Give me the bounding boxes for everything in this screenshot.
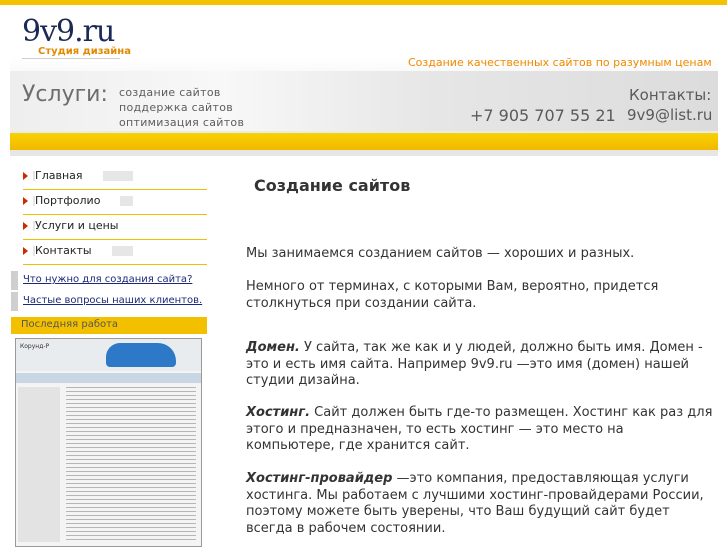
nav-item-label: Услуги и цены <box>35 219 139 232</box>
term-text: Сайт должен быть где-то размещен. Хостинг как раз для этого и предназначен, то есть хостинг — это место на компьютере, где хранится сайт. <box>246 405 713 453</box>
last-work-header <box>11 317 207 334</box>
nav-item-home[interactable] <box>23 165 207 190</box>
sidebar-link-faq[interactable] <box>11 292 207 311</box>
phone-number: +7 905 707 55 21 <box>470 106 616 125</box>
term-label: Домен. <box>246 340 300 355</box>
page-title: Создание сайтов <box>254 176 411 195</box>
domain-paragraph <box>246 340 716 390</box>
services-title: Услуги: <box>22 82 108 107</box>
provider-paragraph <box>246 471 716 537</box>
nav-item-label: Контакты <box>35 244 112 257</box>
term-text: У сайта, так же как и у людей, должно быть имя. Домен - это и есть имя сайта. Например 9v9.ru —это имя (домен) нашей студии дизайна. <box>246 340 703 388</box>
contacts-title: Контакты: <box>629 86 712 104</box>
logo-subtitle: Студия дизайна <box>38 46 131 57</box>
bullet-arrow-icon <box>23 222 28 230</box>
nav-item-services[interactable] <box>23 215 207 240</box>
slogan: Создание качественных сайтов по разумным ценам <box>408 56 712 69</box>
header-gray-bar <box>10 150 718 156</box>
email-address: 9v9@list.ru <box>627 106 713 124</box>
site-logo[interactable]: 9v9.ru <box>22 14 115 49</box>
term-text: —это компания, предоставляющая услуги хостинга. Мы работаем с лучшими хостинг-провайдерами России, поэтому можете быть уверены, что Ваш будущий сайт будет всегда в рабочем состоянии. <box>246 471 704 536</box>
intro-paragraph: Немного от терминах, с которыми Вам, вероятно, придется столкнуться при создании сайта. <box>246 279 659 311</box>
services-list <box>119 85 244 130</box>
sidebar-link-label[interactable]: Частые вопросы наших клиентов. <box>23 295 203 306</box>
hosting-paragraph <box>246 405 716 455</box>
nav-item-contacts[interactable] <box>23 240 207 265</box>
last-work-label: Последняя работа <box>21 319 119 330</box>
term-label: Хостинг. <box>246 405 311 420</box>
term-label: Хостинг-провайдер <box>246 471 393 486</box>
service-item: поддержка сайтов <box>119 101 234 114</box>
main-nav <box>23 165 207 265</box>
nav-item-portfolio[interactable] <box>23 190 207 215</box>
car-image <box>106 343 176 367</box>
logo-underline <box>22 58 120 59</box>
header-yellow-bar <box>10 133 718 150</box>
bullet-arrow-icon <box>23 172 28 180</box>
intro-paragraph: Мы занимаемся созданием сайтов — хороших и разных. <box>246 246 635 261</box>
last-work-thumbnail[interactable] <box>15 338 202 547</box>
service-item: оптимизация сайтов <box>119 116 245 129</box>
thumbnail-logo: Корунд-Р <box>20 343 50 350</box>
nav-item-label: Портфолио <box>35 194 120 207</box>
sidebar-link-label[interactable]: Что нужно для создания сайта? <box>23 274 193 285</box>
sidebar-link-what-needed[interactable] <box>11 271 207 290</box>
bullet-arrow-icon <box>23 197 28 205</box>
bullet-arrow-icon <box>23 247 28 255</box>
nav-item-label: Главная <box>35 169 103 182</box>
service-item: создание сайтов <box>119 86 221 99</box>
